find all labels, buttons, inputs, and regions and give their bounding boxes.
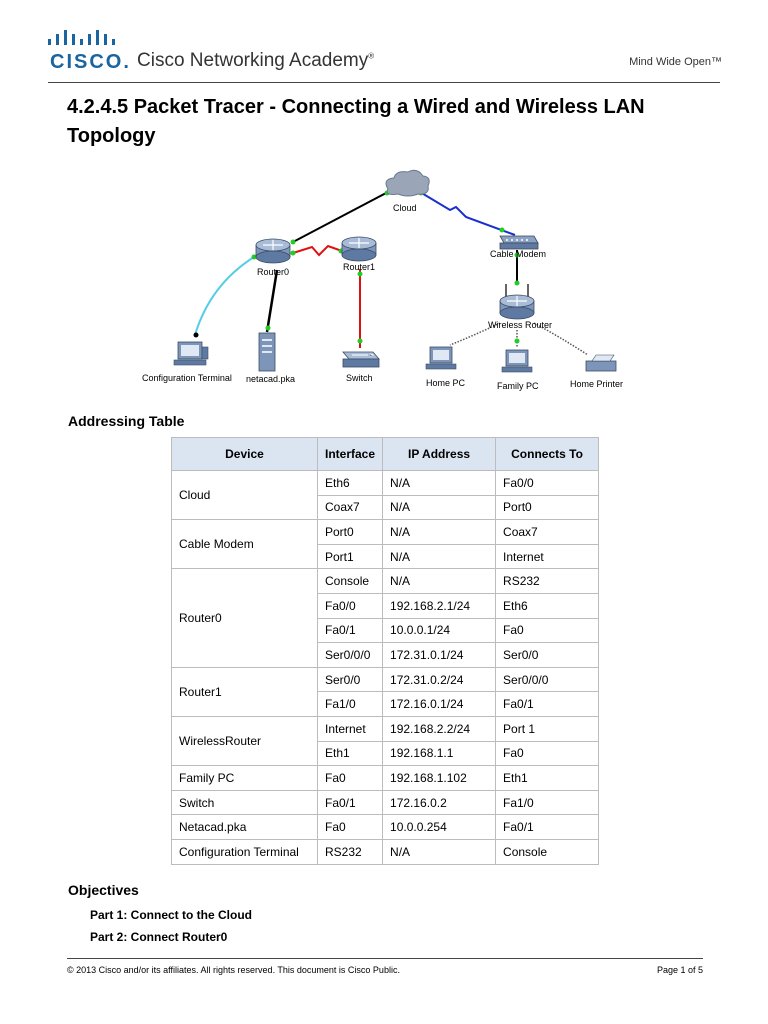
ip-address-cell: 192.168.1.1	[383, 741, 496, 766]
cloud-icon	[386, 170, 429, 196]
device-cell: Family PC	[172, 766, 318, 791]
connects-to-cell: Internet	[496, 544, 599, 569]
table-row	[172, 839, 599, 864]
column-header-interface: Interface	[318, 438, 383, 471]
home-pc-label: Home PC	[426, 378, 466, 388]
tagline: Mind Wide Open™	[629, 56, 722, 68]
connects-to-cell: Fa0	[496, 618, 599, 643]
cable-modem-label: Cable Modem	[490, 249, 547, 259]
link-lights	[252, 191, 520, 344]
connects-to-cell: Eth6	[496, 593, 599, 618]
table-row	[172, 471, 599, 496]
device-cell: Cable Modem	[172, 520, 318, 569]
table-row	[172, 520, 599, 545]
switch-icon	[343, 352, 379, 367]
wireless-router-icon	[500, 284, 534, 319]
link-router0-console	[195, 257, 254, 335]
cable-modem-icon	[500, 236, 538, 249]
academy-name	[137, 50, 374, 72]
interface-cell: Fa1/0	[318, 692, 383, 717]
connects-to-cell: Fa0/0	[496, 471, 599, 496]
interface-cell: Fa0/0	[318, 593, 383, 618]
link-router0-cloud	[293, 192, 388, 242]
objective-part-1: Part 1: Connect to the Cloud	[90, 908, 252, 922]
interface-cell: Fa0/1	[318, 618, 383, 643]
ip-address-cell: N/A	[383, 544, 496, 569]
configuration-terminal-icon	[174, 342, 208, 365]
column-header-ip-address: IP Address	[383, 438, 496, 471]
addressing-table-heading: Addressing Table	[68, 413, 185, 429]
registered-mark: ®	[368, 51, 375, 61]
router0-icon	[256, 239, 290, 263]
ip-address-cell: N/A	[383, 569, 496, 594]
home-printer-label: Home Printer	[570, 379, 624, 389]
page-header	[0, 0, 768, 82]
interface-cell: Ser0/0/0	[318, 643, 383, 668]
cisco-logo-text: CISCO.	[50, 51, 131, 73]
addressing-table-body	[172, 471, 599, 865]
interface-cell: Fa0	[318, 815, 383, 840]
connects-to-cell: Console	[496, 839, 599, 864]
ip-address-cell: 192.168.2.2/24	[383, 716, 496, 741]
header-divider	[48, 82, 720, 83]
cisco-logo-bars-icon	[48, 30, 120, 50]
table-header-row	[172, 438, 599, 471]
table-row	[172, 815, 599, 840]
switch-label: Switch	[346, 373, 373, 383]
table-row	[172, 667, 599, 692]
table-row	[172, 766, 599, 791]
interface-cell: Fa0	[318, 766, 383, 791]
ip-address-cell: N/A	[383, 495, 496, 520]
cloud-label: Cloud	[393, 203, 417, 213]
device-cell: Switch	[172, 790, 318, 815]
device-cell: WirelessRouter	[172, 716, 318, 765]
interface-cell: Eth1	[318, 741, 383, 766]
interface-cell: Coax7	[318, 495, 383, 520]
interface-cell: RS232	[318, 839, 383, 864]
interface-cell: Ser0/0	[318, 667, 383, 692]
ip-address-cell: 192.168.2.1/24	[383, 593, 496, 618]
interface-cell: Internet	[318, 716, 383, 741]
router1-icon	[342, 237, 376, 261]
table-row	[172, 790, 599, 815]
interface-cell: Port1	[318, 544, 383, 569]
link-router0-router1-serial	[293, 246, 342, 255]
link-router0-netacad	[267, 270, 277, 332]
family-pc-label: Family PC	[497, 381, 539, 391]
router1-label: Router1	[343, 262, 376, 272]
home-printer-icon	[586, 355, 616, 371]
connects-to-cell: Port0	[496, 495, 599, 520]
configuration-terminal-label: Configuration Terminal	[142, 373, 232, 383]
connects-to-cell: Coax7	[496, 520, 599, 545]
netacad-label: netacad.pka	[246, 374, 296, 384]
ip-address-cell: 172.31.0.1/24	[383, 643, 496, 668]
objective-part-2: Part 2: Connect Router0	[90, 930, 228, 944]
column-header-device: Device	[172, 438, 318, 471]
connects-to-cell: Ser0/0/0	[496, 667, 599, 692]
interface-cell: Fa0/1	[318, 790, 383, 815]
ip-address-cell: 10.0.0.1/24	[383, 618, 496, 643]
interface-cell: Port0	[318, 520, 383, 545]
copyright-notice: © 2013 Cisco and/or its affiliates. All rights reserved. This document is Cisco Public.	[67, 965, 400, 975]
router0-label: Router0	[257, 267, 290, 277]
device-cell: Router0	[172, 569, 318, 667]
objectives-heading: Objectives	[68, 882, 139, 898]
connects-to-cell: Ser0/0	[496, 643, 599, 668]
connects-to-cell: RS232	[496, 569, 599, 594]
device-cell: Router1	[172, 667, 318, 716]
device-cell: Configuration Terminal	[172, 839, 318, 864]
home-pc-icon	[426, 347, 456, 369]
interface-cell: Console	[318, 569, 383, 594]
connects-to-cell: Fa0/1	[496, 815, 599, 840]
academy-name-text: Cisco Networking Academy	[137, 50, 369, 71]
ip-address-cell: 192.168.1.102	[383, 766, 496, 791]
page-number: Page 1 of 5	[656, 965, 703, 975]
ip-address-cell: N/A	[383, 471, 496, 496]
netacad-server-icon	[259, 333, 275, 371]
ip-address-cell: N/A	[383, 520, 496, 545]
footer-divider	[67, 958, 703, 959]
page-title: 4.2.4.5 Packet Tracer - Connecting a Wired and Wireless LAN Topology	[67, 96, 645, 147]
table-row	[172, 716, 599, 741]
connects-to-cell: Fa0	[496, 741, 599, 766]
console-endpoint-dot	[194, 333, 199, 338]
family-pc-icon	[502, 350, 532, 372]
connects-to-cell: Fa1/0	[496, 790, 599, 815]
topology-diagram	[130, 165, 650, 395]
device-cell: Netacad.pka	[172, 815, 318, 840]
ip-address-cell: N/A	[383, 839, 496, 864]
table-row	[172, 569, 599, 594]
connects-to-cell: Eth1	[496, 766, 599, 791]
connects-to-cell: Port 1	[496, 716, 599, 741]
ip-address-cell: 172.31.0.2/24	[383, 667, 496, 692]
device-cell: Cloud	[172, 471, 318, 520]
ip-address-cell: 172.16.0.2	[383, 790, 496, 815]
ip-address-cell: 10.0.0.254	[383, 815, 496, 840]
connects-to-cell: Fa0/1	[496, 692, 599, 717]
column-header-connects-to: Connects To	[496, 438, 599, 471]
addressing-table	[171, 437, 599, 865]
interface-cell: Eth6	[318, 471, 383, 496]
wireless-router-label: Wireless Router	[488, 320, 553, 330]
ip-address-cell: 172.16.0.1/24	[383, 692, 496, 717]
